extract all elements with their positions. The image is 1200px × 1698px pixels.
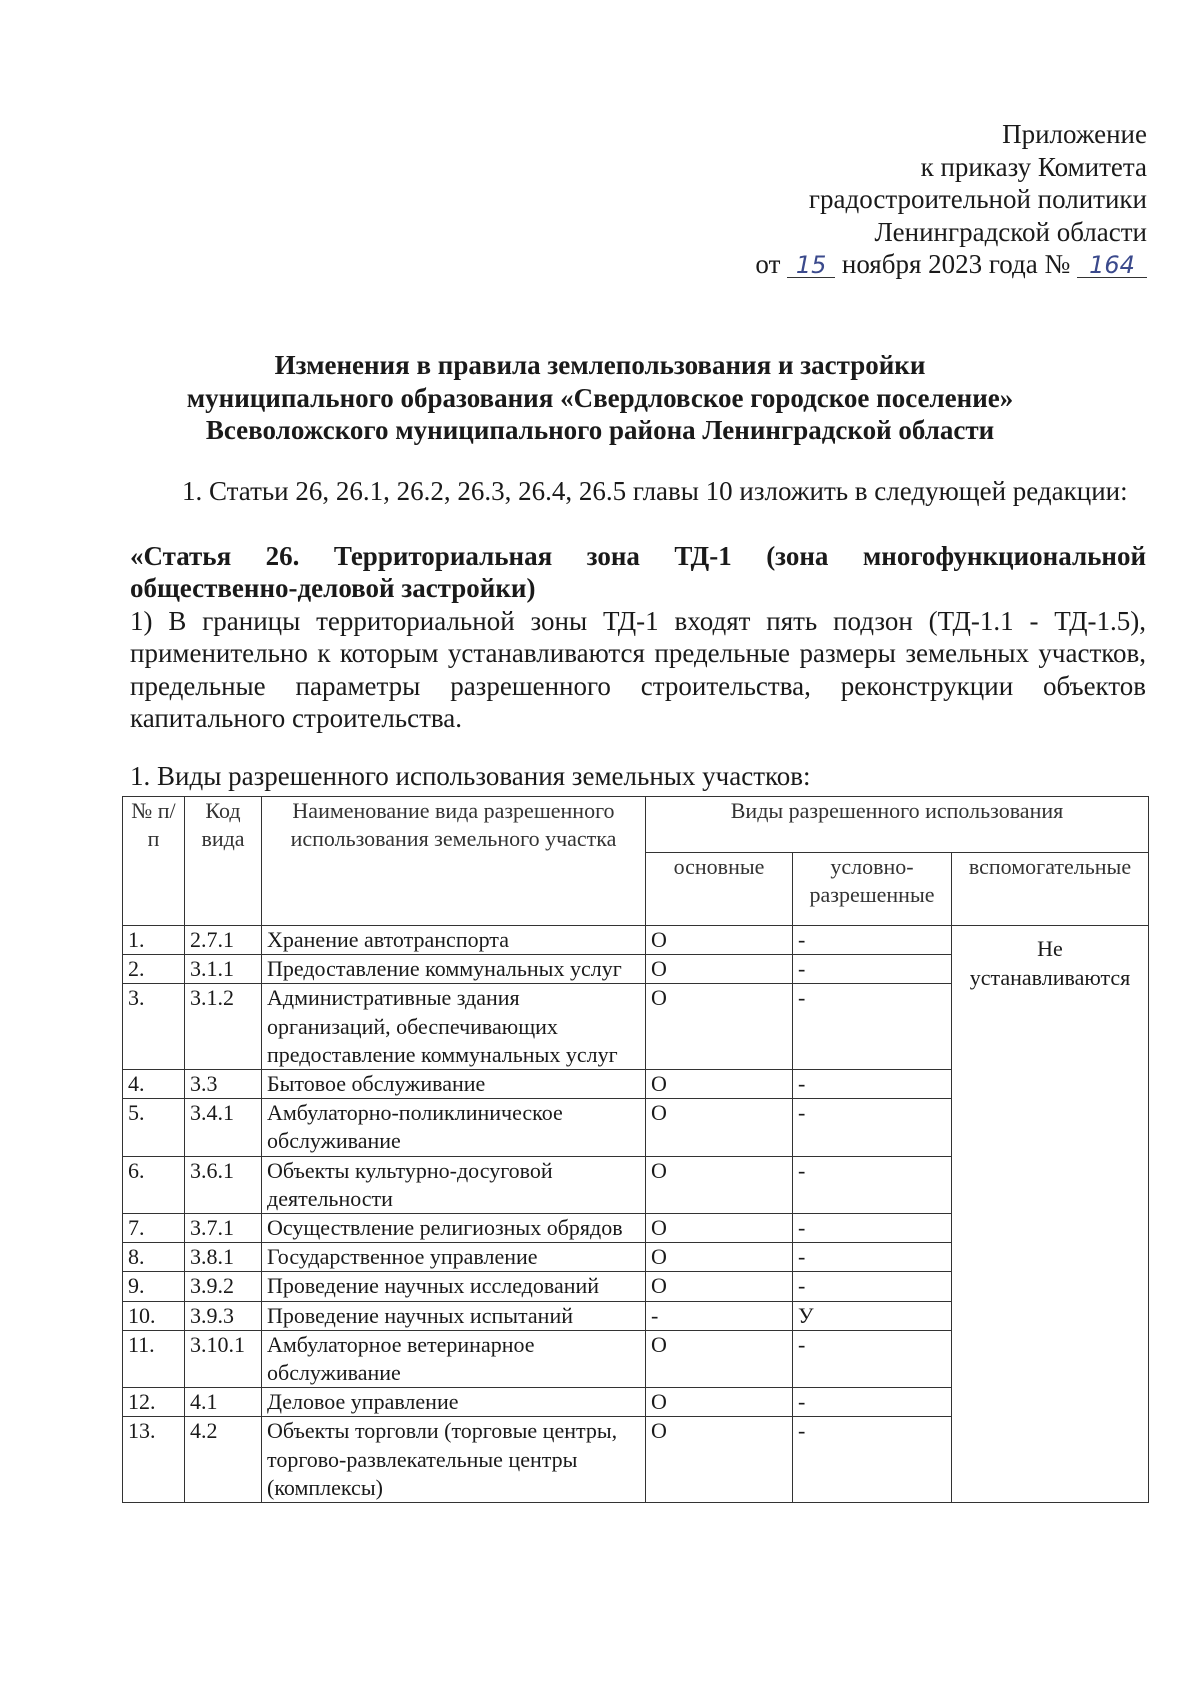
row-code-cell: 3.1.2 xyxy=(185,984,262,1070)
header-name: Наименование вида разрешенного использования земельного участка xyxy=(262,797,646,926)
row-name-cell: Хранение автотранспорта xyxy=(262,926,646,955)
row-num-cell: 5. xyxy=(123,1099,185,1156)
row-name-cell: Предоставление коммунальных услуг xyxy=(262,955,646,984)
row-num-cell: 1. xyxy=(123,926,185,955)
handwritten-day: 15 xyxy=(787,253,835,278)
row-main-cell: О xyxy=(646,1388,793,1417)
row-conditional-cell: - xyxy=(793,1330,952,1387)
row-conditional-cell: - xyxy=(793,1272,952,1301)
row-main-cell: О xyxy=(646,1156,793,1213)
row-code-cell: 3.7.1 xyxy=(185,1214,262,1243)
row-main-cell: О xyxy=(646,1243,793,1272)
table-row xyxy=(123,926,1149,955)
row-num-cell: 3. xyxy=(123,984,185,1070)
row-conditional-cell: - xyxy=(793,1156,952,1213)
row-main-cell: О xyxy=(646,1214,793,1243)
row-conditional-cell: - xyxy=(793,1388,952,1417)
row-num-cell: 9. xyxy=(123,1272,185,1301)
row-name-cell: Деловое управление xyxy=(262,1388,646,1417)
row-name-cell: Объекты торговли (торговые центры, торгово-развлекательные центры (комплексы) xyxy=(262,1417,646,1503)
order-month-year: ноября 2023 года № xyxy=(841,249,1071,280)
title-line: Изменения в правила землепользования и застройки xyxy=(274,350,926,380)
row-num-cell: 7. xyxy=(123,1214,185,1243)
row-num-cell: 10. xyxy=(123,1301,185,1330)
row-main-cell: О xyxy=(646,984,793,1070)
row-name-cell: Административные здания организаций, обеспечивающих предоставление коммунальных услуг xyxy=(262,984,646,1070)
row-num-cell: 6. xyxy=(123,1156,185,1213)
paragraph-2: 1) В границы территориальной зоны ТД-1 входят пять подзон (ТД-1.1 - ТД-1.5), применительно к которым устанавливаются предельные размеры земельных участков, предельные параметры разрешенного строительства, реконструкции объектов капитального строительства. xyxy=(130,606,1146,734)
table-body xyxy=(123,926,1149,1503)
table-caption: 1. Виды разрешенного использования земельных участков: xyxy=(130,761,811,791)
appendix-line: градостроительной политики xyxy=(808,184,1147,215)
row-main-cell: О xyxy=(646,1330,793,1387)
row-code-cell: 4.1 xyxy=(185,1388,262,1417)
appendix-line: к приказу Комитета xyxy=(920,151,1147,182)
row-num-cell: 2. xyxy=(123,955,185,984)
row-name-cell: Осуществление религиозных обрядов xyxy=(262,1214,646,1243)
appendix-header xyxy=(547,118,1147,281)
land-use-table xyxy=(122,796,1149,1503)
row-code-cell: 4.2 xyxy=(185,1417,262,1503)
row-conditional-cell: - xyxy=(793,1070,952,1099)
row-name-cell: Государственное управление xyxy=(262,1243,646,1272)
paragraph-1: 1. Статьи 26, 26.1, 26.2, 26.3, 26.4, 26.5 главы 10 изложить в следующей редакции: xyxy=(182,476,1128,506)
row-conditional-cell: - xyxy=(793,1099,952,1156)
row-conditional-cell: - xyxy=(793,926,952,955)
row-main-cell: О xyxy=(646,1417,793,1503)
row-conditional-cell: - xyxy=(793,955,952,984)
row-name-cell: Амбулаторное ветеринарное обслуживание xyxy=(262,1330,646,1387)
row-conditional-cell: - xyxy=(793,1417,952,1503)
header-auxiliary: вспомогательные xyxy=(952,853,1149,926)
row-num-cell: 12. xyxy=(123,1388,185,1417)
header-num: № п/п xyxy=(123,797,185,926)
row-code-cell: 2.7.1 xyxy=(185,926,262,955)
row-code-cell: 3.3 xyxy=(185,1070,262,1099)
row-conditional-cell: - xyxy=(793,1243,952,1272)
row-name-cell: Проведение научных испытаний xyxy=(262,1301,646,1330)
header-group: Виды разрешенного использования xyxy=(646,797,1149,853)
appendix-line: Ленинградской области xyxy=(874,216,1147,247)
row-code-cell: 3.1.1 xyxy=(185,955,262,984)
row-code-cell: 3.10.1 xyxy=(185,1330,262,1387)
row-main-cell: О xyxy=(646,1099,793,1156)
row-main-cell: О xyxy=(646,1272,793,1301)
row-num-cell: 13. xyxy=(123,1417,185,1503)
document-title xyxy=(100,349,1100,447)
row-code-cell: 3.8.1 xyxy=(185,1243,262,1272)
title-line: Всеволожского муниципального района Ленинградской области xyxy=(205,415,995,445)
row-code-cell: 3.4.1 xyxy=(185,1099,262,1156)
order-prefix: от xyxy=(755,249,781,280)
row-num-cell: 8. xyxy=(123,1243,185,1272)
row-name-cell: Объекты культурно-досуговой деятельности xyxy=(262,1156,646,1213)
row-name-cell: Амбулаторно-поликлиническое обслуживание xyxy=(262,1099,646,1156)
row-code-cell: 3.9.2 xyxy=(185,1272,262,1301)
header-main: основные xyxy=(646,853,793,926)
auxiliary-value-cell: Не устанавливаются xyxy=(952,926,1149,1503)
header-conditional: условно-разрешенные xyxy=(793,853,952,926)
row-conditional-cell: - xyxy=(793,1214,952,1243)
row-main-cell: О xyxy=(646,955,793,984)
appendix-line: Приложение xyxy=(1002,119,1147,149)
row-name-cell: Проведение научных исследований xyxy=(262,1272,646,1301)
handwritten-order-number: 164 xyxy=(1077,253,1147,278)
row-conditional-cell: У xyxy=(793,1301,952,1330)
row-conditional-cell: - xyxy=(793,984,952,1070)
row-main-cell: О xyxy=(646,1070,793,1099)
row-code-cell: 3.6.1 xyxy=(185,1156,262,1213)
row-num-cell: 4. xyxy=(123,1070,185,1099)
row-main-cell: - xyxy=(646,1301,793,1330)
row-num-cell: 11. xyxy=(123,1330,185,1387)
header-code: Код вида xyxy=(185,797,262,926)
order-date-line xyxy=(547,248,1147,281)
article-heading: «Статья 26. Территориальная зона ТД-1 (зона многофункциональной общественно-деловой застройки) xyxy=(130,541,1146,604)
row-name-cell: Бытовое обслуживание xyxy=(262,1070,646,1099)
row-main-cell: О xyxy=(646,926,793,955)
row-code-cell: 3.9.3 xyxy=(185,1301,262,1330)
title-line: муниципального образования «Свердловское городское поселение» xyxy=(186,382,1014,413)
